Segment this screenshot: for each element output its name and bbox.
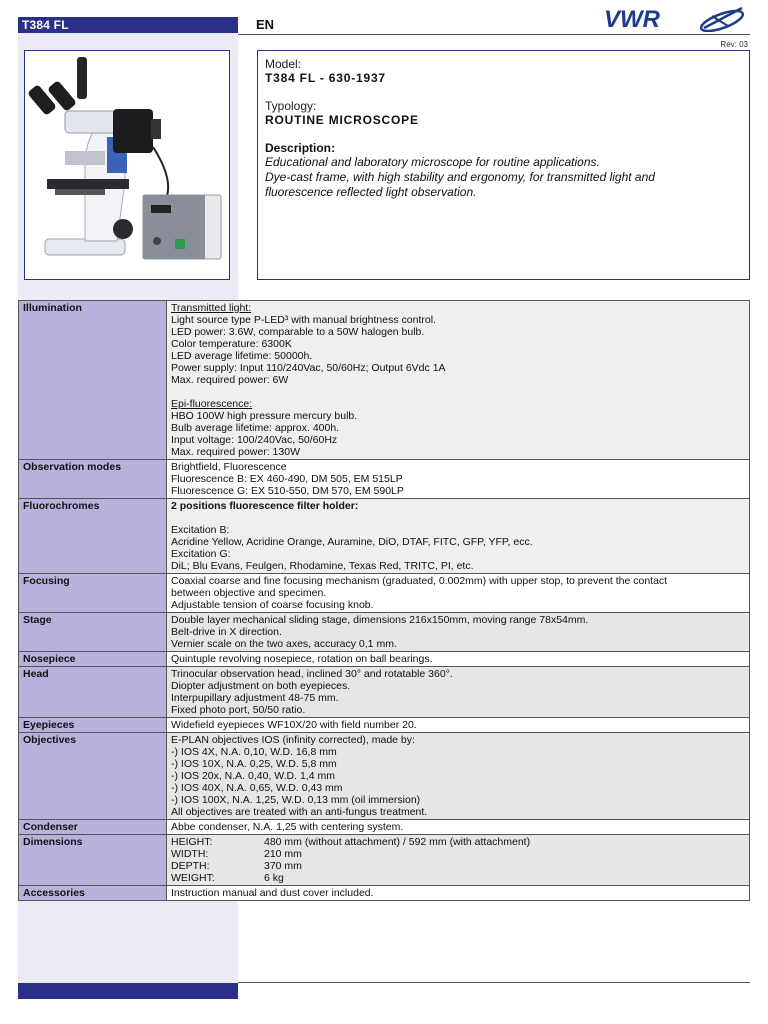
spec-label: Accessories (19, 886, 167, 901)
spec-line: E-PLAN objectives IOS (infinity corrected), made by: (171, 734, 415, 746)
spec-label: Illumination (19, 301, 167, 460)
spec-row-head (19, 667, 750, 718)
spec-line: Widefield eyepieces WF10X/20 with field number 20. (171, 719, 417, 731)
spec-line: -) IOS 10X, N.A. 0,25, W.D. 5,8 mm (171, 758, 337, 770)
vwr-logo (604, 4, 750, 32)
spec-label: Fluorochromes (19, 499, 167, 574)
spec-value (167, 886, 750, 901)
spec-label: Stage (19, 613, 167, 652)
spec-line: All objectives are treated with an anti-fungus treatment. (171, 806, 428, 818)
spec-line: Input voltage: 100/240Vac, 50/60Hz (171, 434, 338, 446)
spec-value (167, 499, 750, 574)
spec-label: Condenser (19, 820, 167, 835)
model-label: Model: (265, 57, 302, 71)
vwr-logo-text: VWR (604, 6, 660, 32)
dimension-key: HEIGHT: (171, 836, 213, 848)
spec-value (167, 460, 750, 499)
spec-line: -) IOS 40X, N.A. 0,65, W.D. 0,43 mm (171, 782, 343, 794)
spec-line: -) IOS 20x, N.A. 0,40, W.D. 1,4 mm (171, 770, 335, 782)
spec-row-observation-modes (19, 460, 750, 499)
description-line: fluorescence reflected light observation. (265, 185, 477, 199)
epi-fluorescence-heading: Epi-fluorescence: (171, 398, 253, 410)
filter-holder-heading: 2 positions fluorescence filter holder: (171, 500, 359, 512)
footer-divider (238, 982, 750, 983)
language-label: EN (256, 17, 275, 32)
dimension-key: WEIGHT: (171, 872, 215, 884)
spec-line: Interpupillary adjustment 48-75 mm. (171, 692, 339, 704)
dimension-key: DEPTH: (171, 860, 210, 872)
spec-row-objectives (19, 733, 750, 820)
spec-row-fluorochromes (19, 499, 750, 574)
spec-value (167, 718, 750, 733)
spec-value (167, 613, 750, 652)
spec-value (167, 574, 750, 613)
spec-line: Adjustable tension of coarse focusing knob. (171, 599, 374, 611)
spec-line: Excitation G: (171, 548, 231, 560)
description-label: Description: (265, 141, 336, 155)
product-info-panel (257, 50, 750, 280)
spec-line: Brightfield, Fluorescence (171, 461, 287, 473)
spec-line: Quintuple revolving nosepiece, rotation on ball bearings. (171, 653, 433, 665)
spec-label: Nosepiece (19, 652, 167, 667)
spec-row-focusing (19, 574, 750, 613)
revision-label: Rev: 03 (720, 40, 748, 49)
product-photo (24, 50, 230, 280)
spec-row-accessories (19, 886, 750, 901)
spec-line: HBO 100W high pressure mercury bulb. (171, 410, 358, 422)
spec-label: Focusing (19, 574, 167, 613)
spec-line: Fluorescence B: EX 460-490, DM 505, EM 515LP (171, 473, 403, 485)
spec-line: Power supply: Input 110/240Vac, 50/60Hz; Output 6Vdc 1A (171, 362, 446, 374)
microscope-photo-icon (25, 51, 229, 279)
model-value: T384 FL - 630-1937 (265, 71, 386, 85)
dimension-row (171, 836, 745, 848)
spec-row-nosepiece (19, 652, 750, 667)
spec-line: Acridine Yellow, Acridine Orange, Auramine, DiO, DTAF, FITC, GFP, YFP, ecc. (171, 536, 533, 548)
spec-line: Max. required power: 6W (171, 374, 289, 386)
footer-bar (18, 983, 238, 999)
dimension-row (171, 848, 745, 860)
spec-line: Trinocular observation head, inclined 30° and rotatable 360°. (171, 668, 453, 680)
spec-label: Head (19, 667, 167, 718)
spec-row-eyepieces (19, 718, 750, 733)
spec-line: Coaxial coarse and fine focusing mechanism (graduated, 0.002mm) with upper stop, to prevent the contact (171, 575, 668, 587)
spec-line: Fluorescence G: EX 510-550, DM 570, EM 590LP (171, 485, 404, 497)
product-code: T384 FL (22, 18, 69, 32)
product-code-bar (18, 17, 238, 33)
spec-value (167, 301, 750, 460)
spec-value (167, 820, 750, 835)
dimension-key: WIDTH: (171, 848, 209, 860)
dimension-value: 6 kg (264, 872, 284, 884)
dimension-row (171, 872, 745, 884)
spec-line: Light source type P-LED³ with manual brightness control. (171, 314, 436, 326)
header-divider (238, 34, 750, 35)
spec-label: Eyepieces (19, 718, 167, 733)
spec-line: Double layer mechanical sliding stage, dimensions 216x150mm, moving range 78x54mm. (171, 614, 589, 626)
dimension-value: 480 mm (without attachment) / 592 mm (with attachment) (264, 836, 531, 848)
spec-line: Instruction manual and dust cover included. (171, 887, 374, 899)
spec-value (167, 667, 750, 718)
typology-value: ROUTINE MICROSCOPE (265, 113, 419, 127)
spec-row-stage (19, 613, 750, 652)
spec-line: Bulb average lifetime: approx. 400h. (171, 422, 340, 434)
spec-line: between objective and specimen. (171, 587, 327, 599)
dimension-value: 370 mm (264, 860, 302, 872)
spec-line: Fixed photo port, 50/50 ratio. (171, 704, 306, 716)
dimension-row (171, 860, 745, 872)
spec-row-condenser (19, 820, 750, 835)
spec-line: Vernier scale on the two axes, accuracy 0,1 mm. (171, 638, 397, 650)
spec-line: -) IOS 4X, N.A. 0,10, W.D. 16,8 mm (171, 746, 337, 758)
spec-value (167, 652, 750, 667)
spec-line: Diopter adjustment on both eyepieces. (171, 680, 351, 692)
typology-label: Typology: (265, 99, 317, 113)
specifications-table (18, 300, 750, 901)
spec-line: Abbe condenser, N.A. 1,25 with centering system. (171, 821, 404, 833)
spec-line: LED average lifetime: 50000h. (171, 350, 313, 362)
transmitted-light-heading: Transmitted light: (171, 302, 252, 314)
spec-value (167, 733, 750, 820)
spec-line: -) IOS 100X, N.A. 1,25, W.D. 0,13 mm (oil immersion) (171, 794, 421, 806)
spec-value (167, 835, 750, 886)
spec-row-illumination (19, 301, 750, 460)
spec-line: Excitation B: (171, 524, 230, 536)
spec-label: Observation modes (19, 460, 167, 499)
spec-row-dimensions (19, 835, 750, 886)
description-line: Educational and laboratory microscope for routine applications. (265, 155, 600, 169)
spec-line: Color temperature: 6300K (171, 338, 292, 350)
spec-line: Belt-drive in X direction. (171, 626, 282, 638)
spec-line: Max. required power: 130W (171, 446, 300, 458)
description-line: Dye-cast frame, with high stability and ergonomy, for transmitted light and (265, 170, 655, 184)
spec-label: Objectives (19, 733, 167, 820)
spec-line: LED power: 3.6W, comparable to a 50W halogen bulb. (171, 326, 425, 338)
dimension-value: 210 mm (264, 848, 302, 860)
spec-label: Dimensions (19, 835, 167, 886)
spec-line: DiL; Blu Evans, Feulgen, Rhodamine, Texas Red, TRITC, PI, etc. (171, 560, 474, 572)
